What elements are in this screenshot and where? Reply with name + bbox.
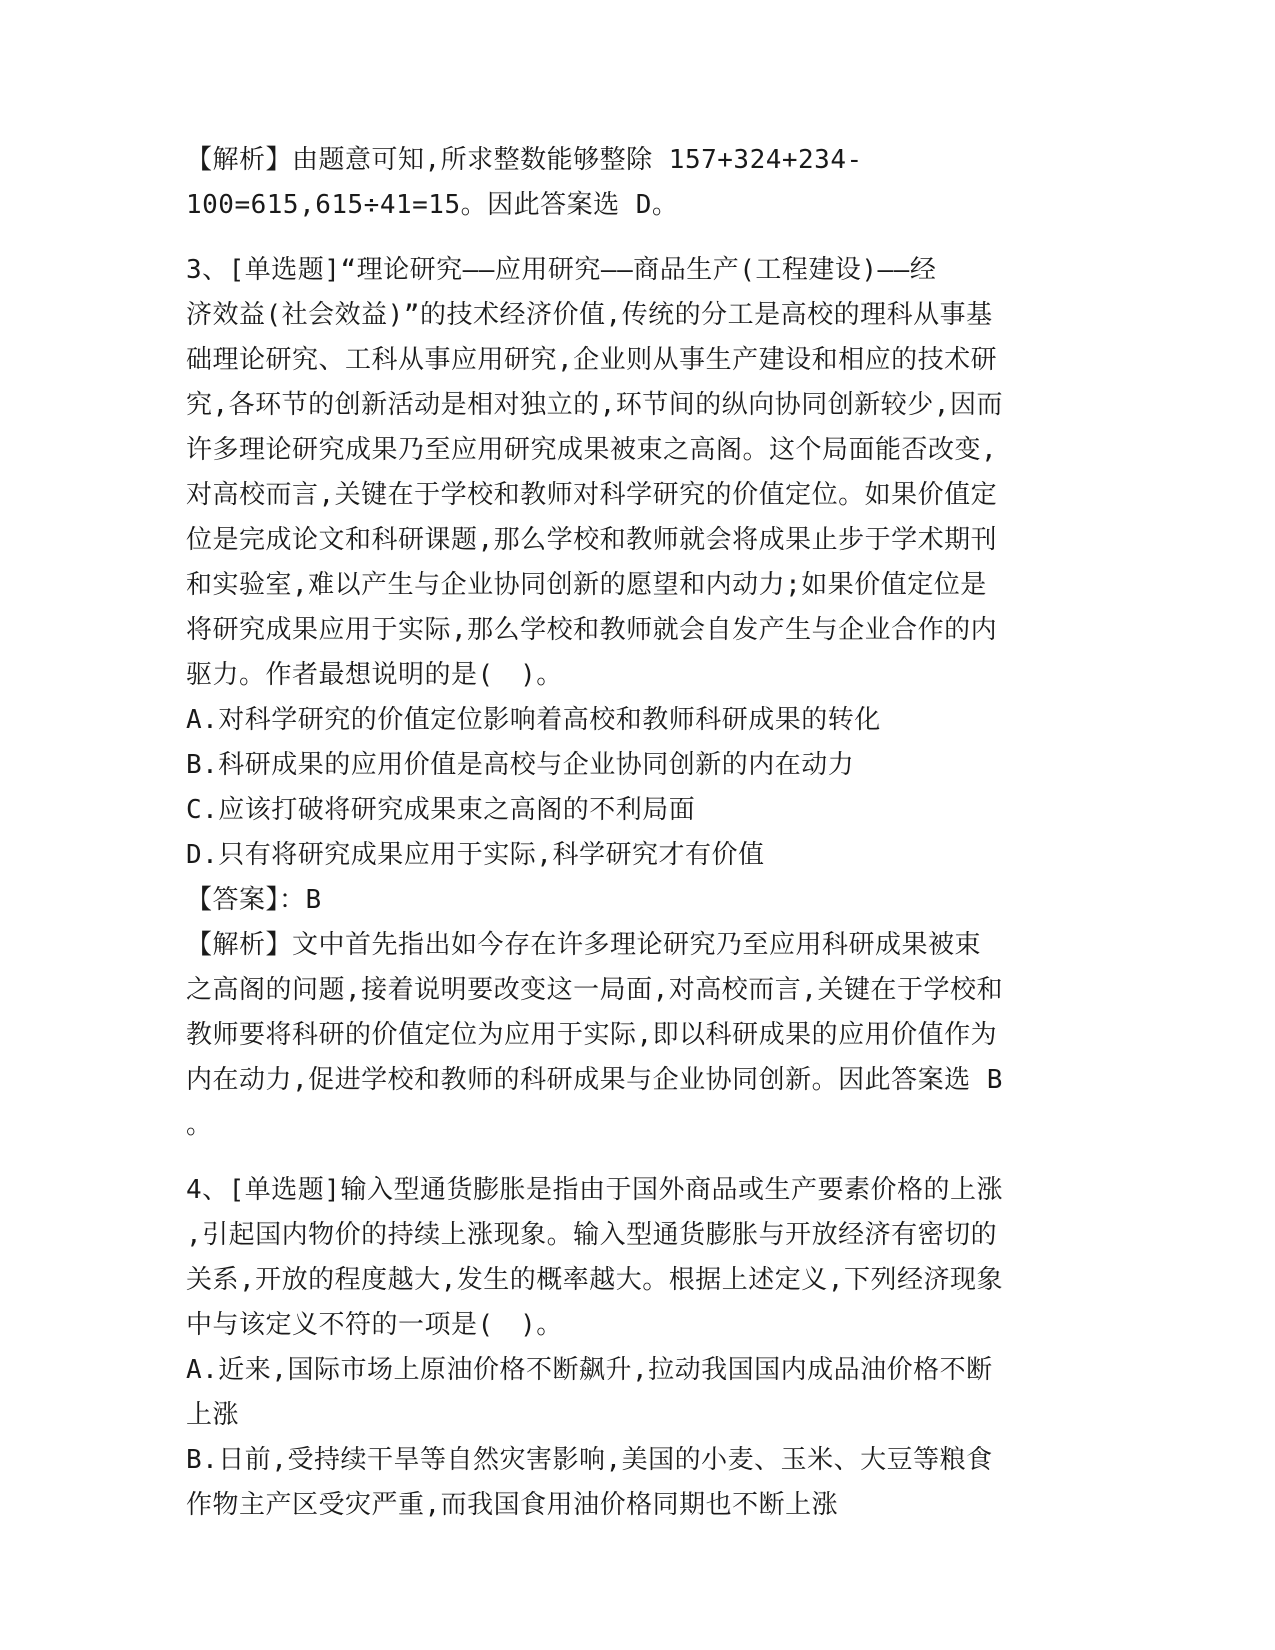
question-options bbox=[186, 1348, 1086, 1528]
stem-line: 驱力。作者最想说明的是( )。 bbox=[186, 660, 563, 690]
stem-line: 位是完成论文和科研课题,那么学校和教师就会将成果止步于学术期刊 bbox=[186, 525, 998, 555]
option-b-cont: 作物主产区受灾严重,而我国食用油价格同期也不断上涨 bbox=[186, 1490, 839, 1520]
stem-line: 4、[单选题]输入型通货膨胀是指由于国外商品或生产要素价格的上涨 bbox=[186, 1175, 1003, 1205]
stem-line: 础理论研究、工科从事应用研究,企业则从事生产建设和相应的技术研 bbox=[186, 345, 998, 375]
option-d: D.只有将研究成果应用于实际,科学研究才有价值 bbox=[186, 840, 765, 870]
option-c: C.应该打破将研究成果束之高阁的不利局面 bbox=[186, 795, 696, 825]
stem-line: 中与该定义不符的一项是( )。 bbox=[186, 1310, 563, 1340]
stem-line: 关系,开放的程度越大,发生的概率越大。根据上述定义,下列经济现象 bbox=[186, 1265, 1003, 1295]
option-a: A.近来,国际市场上原油价格不断飙升,拉动我国国内成品油价格不断 bbox=[186, 1355, 993, 1385]
stem-line: 究,各环节的创新活动是相对独立的,环节间的纵向协同创新较少,因而 bbox=[186, 390, 1003, 420]
option-b: B.科研成果的应用价值是高校与企业协同创新的内在动力 bbox=[186, 750, 855, 780]
option-b: B.日前,受持续干旱等自然灾害影响,美国的小麦、玉米、大豆等粮食 bbox=[186, 1445, 993, 1475]
question-analysis bbox=[186, 923, 1086, 1148]
question-stem bbox=[186, 248, 1086, 698]
question-stem bbox=[186, 1168, 1086, 1348]
document-page bbox=[186, 138, 1086, 1528]
question-4 bbox=[186, 1168, 1086, 1528]
analysis-line: 【解析】由题意可知,所求整数能够整除 157+324+234- bbox=[186, 145, 863, 175]
q2-analysis bbox=[186, 138, 1086, 228]
stem-line: 将研究成果应用于实际,那么学校和教师就会自发产生与企业合作的内 bbox=[186, 615, 998, 645]
analysis-line: 内在动力,促进学校和教师的科研成果与企业协同创新。因此答案选 B bbox=[186, 1065, 1003, 1095]
option-a: A.对科学研究的价值定位影响着高校和教师科研成果的转化 bbox=[186, 705, 881, 735]
question-options bbox=[186, 698, 1086, 878]
stem-line: ,引起国内物价的持续上涨现象。输入型通货膨胀与开放经济有密切的 bbox=[186, 1220, 998, 1250]
answer-line: 【答案】：B bbox=[186, 885, 322, 915]
stem-line: 和实验室,难以产生与企业协同创新的愿望和内动力;如果价值定位是 bbox=[186, 570, 987, 600]
stem-line: 许多理论研究成果乃至应用研究成果被束之高阁。这个局面能否改变, bbox=[186, 435, 998, 465]
stem-line: 济效益(社会效益)”的技术经济价值,传统的分工是高校的理科从事基 bbox=[186, 300, 993, 330]
question-3 bbox=[186, 248, 1086, 1148]
analysis-line: 。 bbox=[186, 1110, 213, 1140]
analysis-line: 100=615,615÷41=15。因此答案选 D。 bbox=[186, 190, 679, 220]
analysis-line: 教师要将科研的价值定位为应用于实际,即以科研成果的应用价值作为 bbox=[186, 1020, 998, 1050]
option-a-cont: 上涨 bbox=[186, 1400, 240, 1430]
stem-line: 对高校而言,关键在于学校和教师对科学研究的价值定位。如果价值定 bbox=[186, 480, 998, 510]
analysis-line: 【解析】文中首先指出如今存在许多理论研究乃至应用科研成果被束 bbox=[186, 930, 982, 960]
stem-line: 3、[单选题]“理论研究——应用研究——商品生产(工程建设)——经 bbox=[186, 255, 937, 285]
analysis-line: 之高阁的问题,接着说明要改变这一局面,对高校而言,关键在于学校和 bbox=[186, 975, 1003, 1005]
